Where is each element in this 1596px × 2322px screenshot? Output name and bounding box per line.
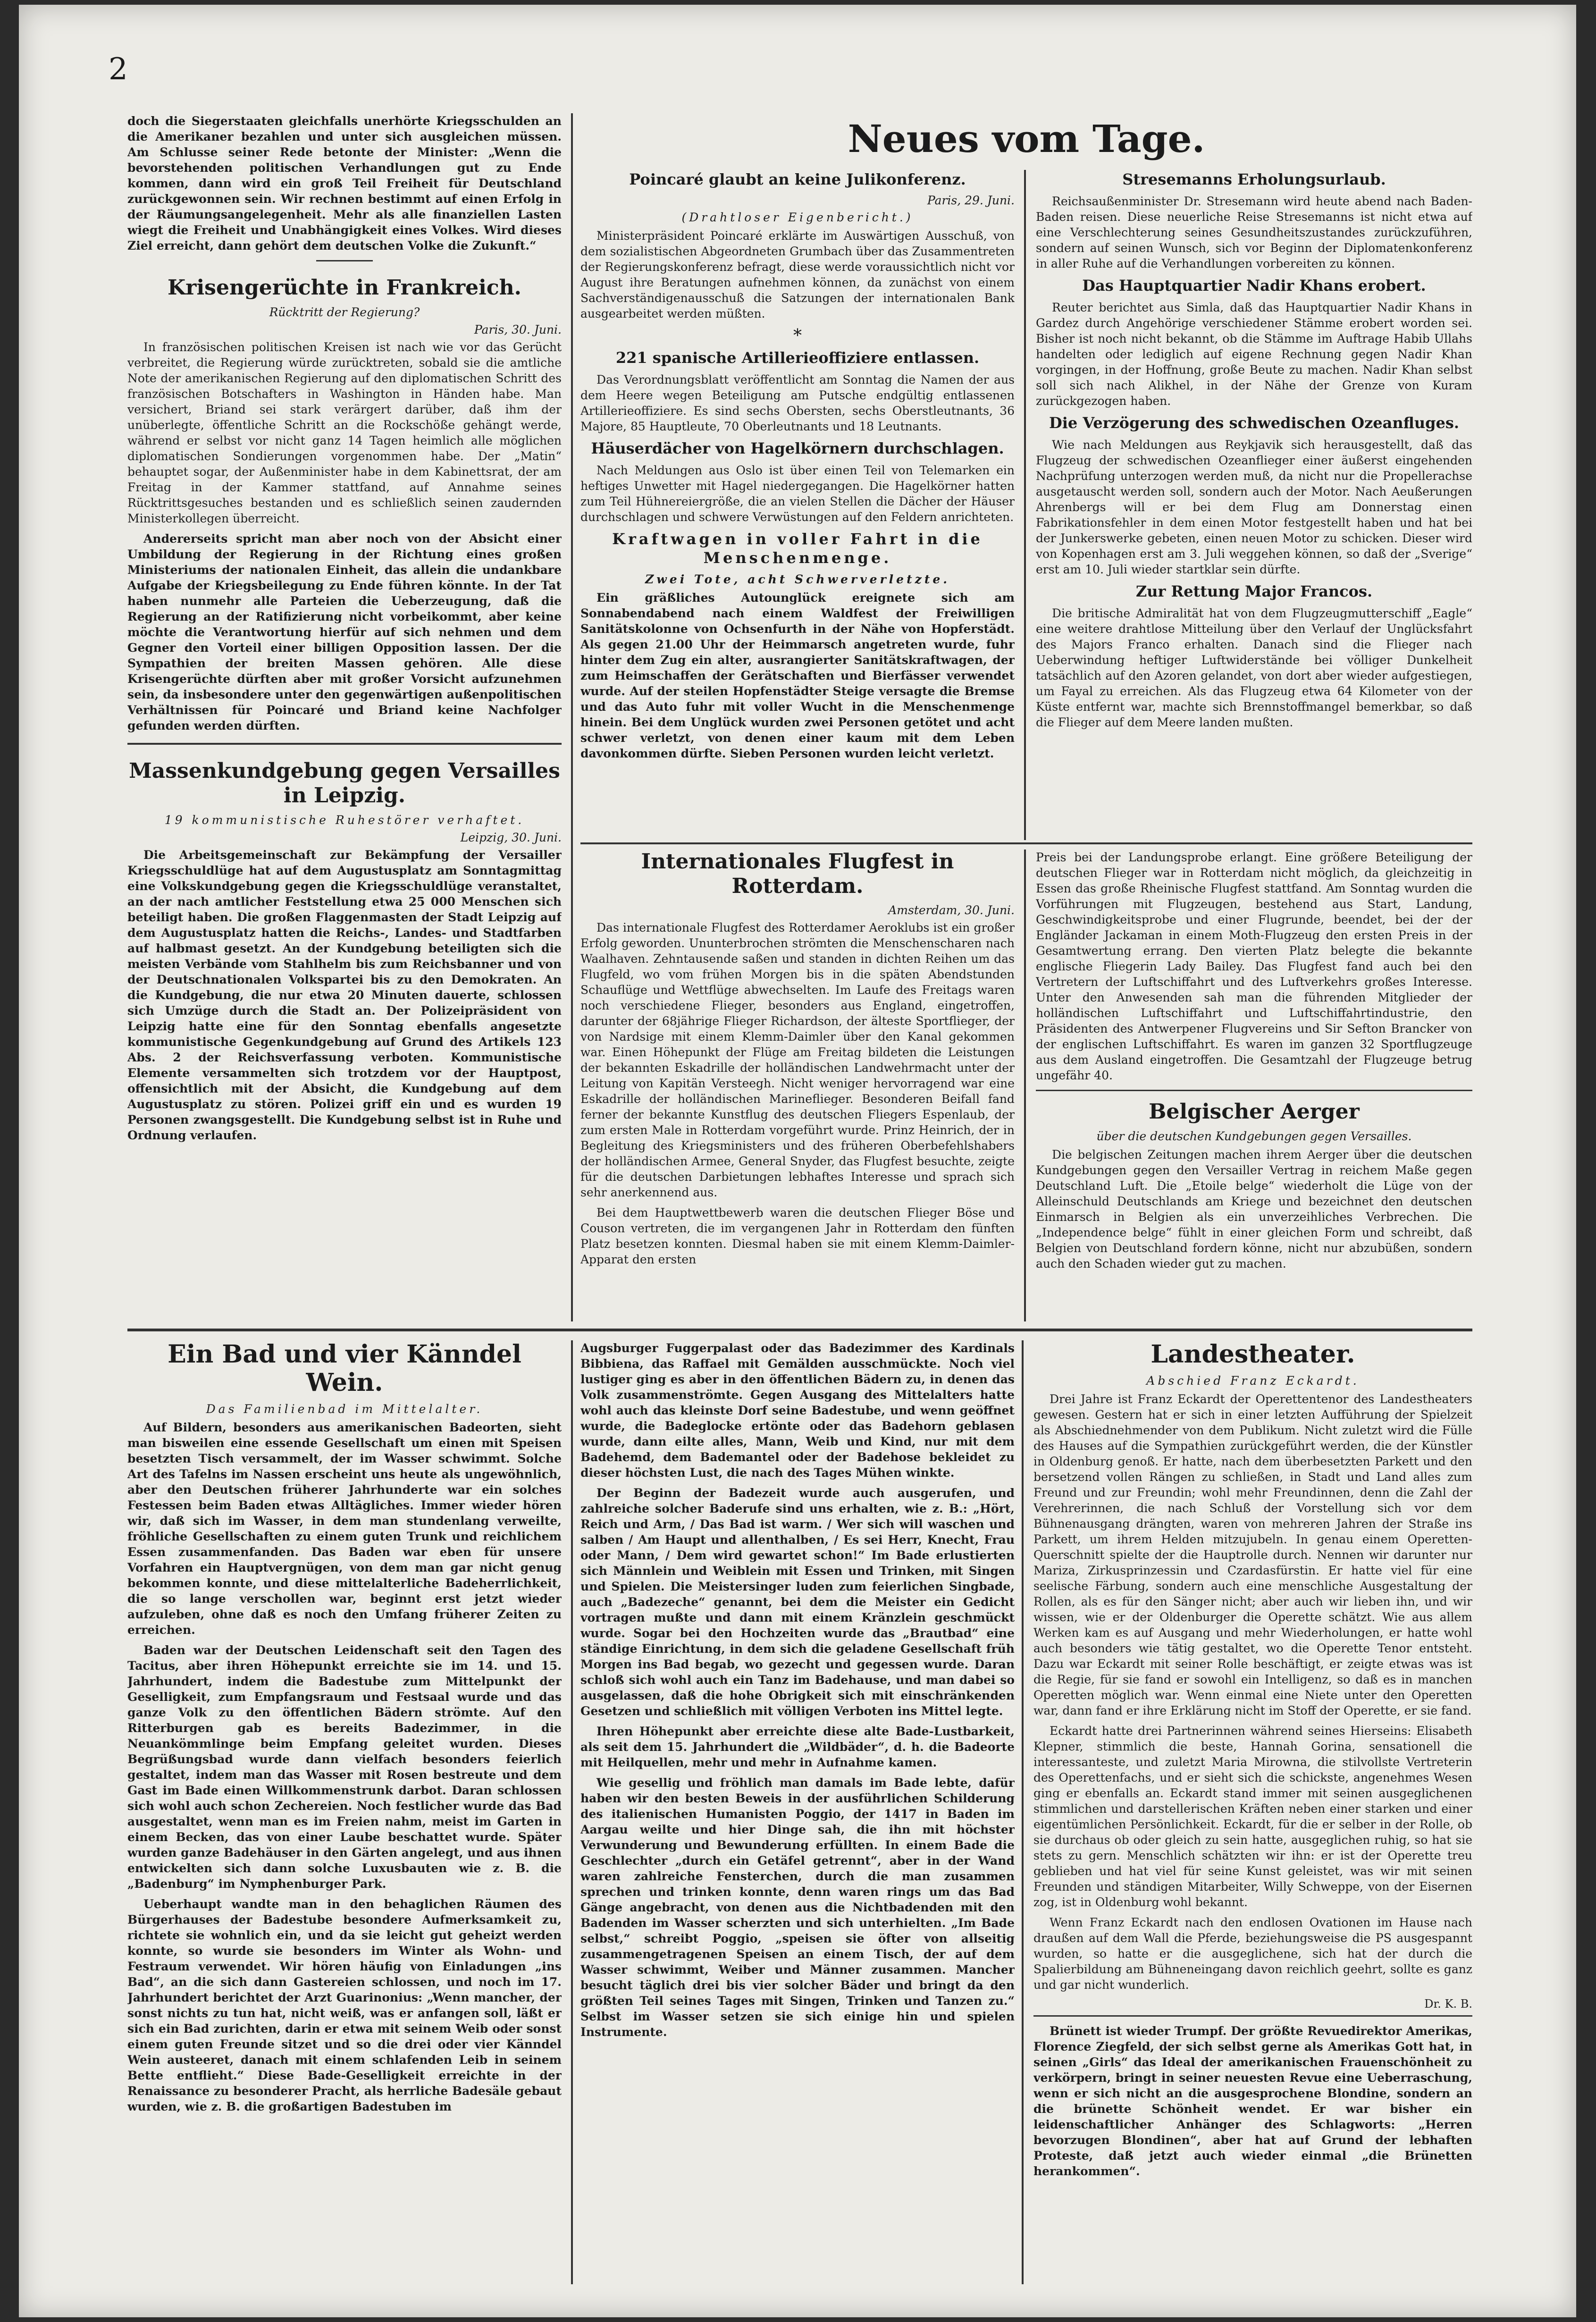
belg-title: Belgischer Aerger (1149, 1100, 1360, 1124)
theater-title: Landestheater. (1151, 1340, 1355, 1369)
krisen-subtitle: Rücktritt der Regierung? (269, 305, 420, 319)
bad-para: Wie gesellig und fröhlich man damals im Bade lebte, dafür haben wir den besten Beweis in der ausführlichen Schilderung des italienischen Humanisten Poggio, der 1417 in Baden im Aargau weilte und hier Dinge sah, die ihn mit höchster Verwunderung und Bewunderung erfüllten. In einem Bade die Geschlechter „durch ein Getäfel getrennt“, aber in der Wand waren zahlreiche Fensterchen, durch die man zusammen sprechen und trinken konnte, denn waren rings um das Bad Gänge angebracht, von denen aus die Nichtbadenden mit den Badenden im Wasser scherzten und sich unterhielten. „Im Bade selbst,“ schreibt Poggio, „speisen sie öfter von allseitig zusammengetragenen Speisen an einem Tisch, der auf dem Wasser schwimmt, Weiber und Männer zusammen. Mancher besucht täglich drei bis vier solcher Bäder und bringt da den größten Teil seines Tages mit Singen, Trinken und Tanzen zu.“ Selbst im Wasser setzen sie sich einige hin und spielen Instrumente. (580, 1776, 1015, 2039)
poincare-para: Ministerpräsident Poincaré erklärte im Auswärtigen Ausschuß, von dem sozialistischen Abgeordneten Grumbach über das Zusammentreten der Regierungskonferenz befragt, diese werde voraussichtlich nicht vor August ihre Beratungen aufnehmen können, da zunächst von einem Sachverständigenausschuß die Satzungen der internationalen Bank ausgearbeitet werden müßten. (580, 229, 1015, 320)
poincare-dateline: Paris, 29. Juni. (927, 194, 1015, 207)
author-signature: Dr. K. B. (1424, 1997, 1472, 2011)
bad-title: Ein Bad und vier Känndel Wein. (168, 1340, 521, 1397)
massen-para: Die Arbeitsgemeinschaft zur Bekämpfung der Versailler Kriegsschuldlüge hat auf dem Augustusplatz am Sonntagmittag eine Volkskundgebung gegen die Kriegsschuldlüge veranstaltet, an der nach amtlicher Feststellung etwa 25 000 Menschen sich beteiligt haben. Die großen Flaggenmasten der Stadt Leipzig auf dem Augustusplatz hatten die Reichs-, Landes- und Stadtfarben auf halbmast gesetzt. An der Kundgebung beteiligten sich die meisten Verbände vom Stahlhelm bis zum Reichsbanner und von der Deutschnationalen Volkspartei bis zu den Demokraten. An die Kundgebung, die nur etwa 20 Minuten dauerte, schlossen sich Umzüge durch die Stadt an. Der Polizeipräsident von Leipzig hatte eine für den Sonntag ebenfalls angesetzte kommunistische Gegenkundgebung auf Grund des Artikels 123 Abs. 2 der Reichsverfassung verboten. Kommunistische Elemente versammelten sich trotzdem vor der Hauptpost, offensichtlich mit der Absicht, die Kundgebung auf dem Augustusplatz zu stören. Polizei griff ein und es wurden 19 Personen zwangsgestellt. Die Kundgebung selbst ist in Ruhe und Ordnung verlaufen. (127, 848, 562, 1142)
franco-title: Zur Rettung Major Francos. (1135, 582, 1373, 600)
theater-para: Eckardt hatte drei Partnerinnen während seines Hierseins: Elisabeth Klepner, stimmlich die beste, Hannah Gorina, sensationell die interessanteste, und zuletzt Maria Mirowna, die stilvollste Vertreterin des Operettenfachs, und er sieht sich die schickste, angenehmes Wesen ging er ebenfalls an. Eckardt stand immer mit seinen ausgeglichenen stimmlichen und darstellerischen Kräften neben einer starken und einer eigentümlichen Persönlichkeit. Eckardt, für die er selber in der Rolle, ob sie durchaus ob oder gleich zu sein hatte, ausgeglichen ruhig, so hat sie stets zu gern. Menschlich schätzten wir ihn: er ist der Operette treu geblieben und hat viel für seine Kunst geleistet, was wir mit seinen Freunden und ständigen Mitarbeiter, Willy Schweppe, von der Eisernen zog, ist in Oldenburg wohl bekannt. (1033, 1724, 1472, 1909)
theater-para: Drei Jahre ist Franz Eckardt der Operettentenor des Landestheaters gewesen. Gestern hat er sich in einer letzten Aufführung der Spielzeit als Abschiednehmender von dem Publikum. Nicht zuletzt wird die Fülle des Hauses auf die Sympathien zurückgeführt werden, die der Künstler in Oldenburg genoß. Er hatte, nach dem überbesetzten Parkett und den bersetzend vollen Rängen zu schließen, in Stadt und Land alles zum Freund und zur Freundin; wohl mehr Freundinnen, denn die Zahl der Verehrerinnen, die nach Schluß der Vorstellung sich vor dem Bühnenausgang drängten, waren von mehreren Jahren der Straße ins Parkett, um ihrem Helden mitzujubeln. In genau einem Operetten-Querschnitt spielte der die Hauptrolle durch. Nennen wir darunter nur Mariza, Zirkusprinzessin und Czardasfürstin. Er hatte viel für eine seelische Färbung, sondern auch eine menschliche Ausgestaltung der Rollen, als es für den Sänger nicht; aber auch wir lieben ihn, und wir wissen, wie er der Oldenburger die Operette schätzt. Wie aus allem Werken kam es auf Ausgang und mehr Wiederholungen, er hatte wohl auch besonders wie tätig gestaltet, wo die Operette Tenor entsteht. Dazu war Eckardt mit seiner Rolle beschäftigt, er zeigte etwas was ist die Regie, für sie fand er sowohl ein Intelligenz, so daß es in manchen Operetten möglich war. Wenn einmal eine Niete unter den Operetten war, dann fand er ihre Erklärung nicht im Stoff der Operette, er sie fand. (1033, 1392, 1472, 1717)
column-rule (1022, 1340, 1024, 2284)
divider (1033, 2015, 1472, 2017)
section-neues-vom-tage (580, 113, 1472, 840)
stresemann-para: Reichsaußenminister Dr. Stresemann wird heute abend nach Baden-Baden reisen. Diese neuerliche Reise Stresemanns ist nicht etwa auf eine Verschlechterung seines Gesundheitszustandes zurückzuführen, sondern auf seinen Wunsch, sich vor Beginn der Diplomatenkonferenz in aller Ruhe auf die Verhandlungen vorbereiten zu können. (1036, 194, 1472, 270)
theater-subtitle: Abschied Franz Eckardt. (1146, 1374, 1360, 1388)
flugfest-title: Internationales Flugfest in Rotterdam. (641, 850, 954, 898)
poincare-title: Poincaré glaubt an keine Julikonferenz. (629, 170, 966, 188)
hagel-title: Häuserdächer von Hagelkörnern durchschlagen. (591, 439, 1004, 457)
kraft-para: Ein gräßliches Autounglück ereignete sich am Sonnabendabend nach einem Waldfest der Freiwilligen Sanitätskolonne von Ochsenfurth in der Nähe von Hopferstädt. Als gegen 21.00 Uhr der Heimmarsch angetreten wurde, fuhr hinter dem Zug ein alter, ausrangierter Sanitätskraftwagen, der zum Heimschaffen der Gerätschaften und Bierfässer verwendet wurde. Auf der steilen Hopfenstädter Steige versagte die Bremse und das Auto fuhr mit voller Wucht in die Menschenmenge hinein. Bei dem Unglück wurden zwei Personen getötet und acht schwer verletzt, von denen einer kaum mit dem Leben davonkommen dürfte. Sieben Personen wurden leicht verletzt. (580, 591, 1015, 760)
krisen-title: Krisengerüchte in Frankreich. (168, 276, 521, 300)
poincare-sub: (Drahtloser Eigenbericht.) (681, 210, 914, 224)
column-rule (1024, 170, 1026, 840)
belg-subtitle: über die deutschen Kundgebungen gegen Versailles. (1096, 1129, 1412, 1143)
column-rule (571, 1340, 573, 2284)
bad-subtitle: Das Familienbad im Mittelalter. (206, 1402, 483, 1416)
ozean-para: Wie nach Meldungen aus Reykjavik sich herausgestellt, daß das Flugzeug der schwedischen Ozeanflieger einer äußerst eingehenden Nachprüfung unterzogen werden muß, da nicht nur die Propellerachse ausgetauscht werden soll, sondern auch der Motor. Nach Aeußerungen Ahrenbergs will er bei dem Flug am Donnerstag einen Fabrikationsfehler in dem einen Motor festgestellt haben und hat bei der Junkerswerke gebeten, einen neuen Motor zu schicken. Dieser wird von Kopenhagen erst am 3. Juli weggehen können, so daß der „Sverige“ erst am 10. Juli wieder startklar sein dürfte. (1036, 438, 1472, 576)
bad-para: Der Beginn der Badezeit wurde auch ausgerufen, und zahlreiche solcher Baderufe sind uns erhalten, wie z. B.: „Hört, Reich und Arm, / Das Bad ist warm. / Wer sich will waschen und salben / Am Haupt und allenthalben, / Es sei Herr, Knecht, Frau oder Mann, / Dem wird gewartet schon!“ Im Bade erlustierten sich Männlein und Weiblein mit Essen und Trinken, mit Singen und Spielen. Die Meistersinger luden zum feierlichen Singbade, auch „Badezeche“ genannt, bei dem die Meister ein Gedicht vortragen mußte und dann mit einem Kränzlein geschmückt wurde. Sogar bei den Hochzeiten wurde das „Brautbad“ eine ständige Einrichtung, in dem sich die geladene Gesellschaft früh Morgen ins Bad begab, wo gezecht und gegessen wurde. Daran schloß sich wohl auch ein Tanz im Badehause, und man dabei so ausgelassen, daß die hohe Obrigkeit sich mit einschränkenden Gesetzen und schließlich mit völligen Verboten ins Mittel legte. (580, 1486, 1015, 1718)
krisen-dateline: Paris, 30. Juni. (474, 323, 562, 337)
hagel-para: Nach Meldungen aus Oslo ist über einen Teil von Telemarken ein heftiges Unwetter mit Hagel niedergegangen. Die Hagelkörner hatten zum Teil Hühnereiergröße, die an vielen Stellen die Dächer der Häuser durchschlagen und schwere Verwüstungen auf den Feldern anrichteten. (580, 463, 1015, 524)
divider (127, 743, 562, 745)
kraft-subtitle: Zwei Tote, acht Schwerverletzte. (645, 572, 950, 586)
column-rule (1024, 850, 1026, 1321)
massen-dateline: Leipzig, 30. Juni. (460, 831, 562, 844)
divider (1036, 1090, 1472, 1091)
bad-para: Ueberhaupt wandte man in den behaglichen Räumen des Bürgerhauses der Badestube besondere Aufmerksamkeit zu, richtete sie wohnlich ein, und da sie leicht gut geheizt werden konnte, so wurde sie besonders im Winter als Wohn- und Festraum verwendet. Wir hören häufig von Einladungen „ins Bad“, an die sich dann Gastereien schlossen, und noch im 17. Jahrhundert berichtet der Arzt Guarinonius: „Wenn mancher, der sonst nichts zu tun hat, nicht weiß, was er anfangen soll, läßt er sich ein Bad zurichten, darin er etwa mit seinem Weib oder sonst einem guten Freunde sitzet und so die drei oder vier Känndel Wein austeeret, danach mit einem schlafenden Leib in seinem Bette entflieht.“ Diese Bade-Geselligkeit erreichte in der Renaissance zu besonderer Pracht, als herrliche Badesäle gebaut wurden, wie z. B. die großartigen Badestuben im (127, 1897, 562, 2113)
column-politics (127, 113, 562, 1321)
article-flugfest (580, 850, 1472, 1321)
kraft-title: Kraftwagen in voller Fahrt in die Menschenmenge. (612, 530, 983, 567)
newspaper-page (19, 5, 1576, 2317)
spanien-title: 221 spanische Artillerieoffiziere entlassen. (615, 349, 980, 367)
nadir-title: Das Hauptquartier Nadir Khans erobert. (1082, 277, 1426, 294)
section-masthead: Neues vom Tage. (848, 117, 1205, 161)
bad-para: Auf Bildern, besonders aus amerikanischen Badeorten, sieht man bisweilen eine essende Gesellschaft um einen mit Speisen besetzten Tisch versammelt, der im Wasser schwimmt. Solche Art des Tafelns im Nassen erscheint uns heute als ungewöhnlich, aber den Deutschen früherer Jahrhunderte war ein solches Festessen beim Baden etwas Alltägliches. Immer wieder hören wir, daß sich im Wasser, in dem man stundenlang verweilte, fröhliche Gesellschaften zu einem guten Trunk und reichlichem Essen zusammenfanden. Das Baden war eben für unsere Vorfahren ein Hauptvergnügen, von dem man gar nicht genug bekommen konnte, und diese mittelalterliche Badeherrlichkeit, die so lange verschollen war, beginnt erst jetzt wieder aufzuleben, ohne daß es noch den Umfang früherer Zeiten zu erreichen. (127, 1421, 562, 1637)
massen-subtitle: 19 kommunistische Ruhestörer verhaftet. (164, 813, 525, 827)
article-continuation: doch die Siegerstaaten gleichfalls unerhörte Kriegsschulden an die Amerikaner bezahlen und unter sich ausgleichen müssen. Am Schlusse seiner Rede betonte der Minister: „Wenn die bevorstehenden politischen Verhandlungen gut zu Ende kommen, dann wird ein groß Teil Freiheit für Deutschland zurückgewonnen sein. Wir rechnen bestimmt auf einen Erfolg in der Räumungsangelegenheit. Mehr als alle finanziellen Lasten wiegt die Freiheit und Unabhängigkeit eines Volkes. Wird dieses Ziel erreicht, dann gehört dem deutschen Volke die Zukunft.“ (127, 114, 562, 252)
flugfest-para: Das internationale Flugfest des Rotterdamer Aeroklubs ist ein großer Erfolg geworden. Ununterbrochen strömten die Menschenscharen nach Waalhaven. Zehntausende saßen und standen in dichten Reihen um das Flugfeld, wo vom frühen Morgen bis in die späten Abendstunden Schauflüge und Wettflüge abwechselten. Im Laufe des Freitags waren noch verschiedene Flieger, besonders aus England, eingetroffen, darunter der 68jährige Flieger Richardson, der älteste Sportflieger, der von Nardsige mit einem Klemm-Daimler über den Kanal gekommen war. Einen Höhepunkt der Flüge am Freitag bildeten die Leistungen der bekannten Eskadrille der holländischen Landwehrmacht unter der Leitung von Kapitän Versteegh. Nicht weniger hervorragend war eine Eskadrille der holländischen Marineflieger. Besonderen Beifall fand ferner der bekannte Kunstflug des deutschen Fliegers Espenlaub, der zum ersten Male in Rotterdam vorgeführt wurde. Prinz Heinrich, der in Begleitung des Kriegsministers und des früheren Oberbefehlshabers der holländischen Armee, General Snyder, das Flugfest besuchte, zeigte für die deutschen Darbietungen lebhaftes Interesse und sprach sich sehr anerkennend aus. (580, 921, 1015, 1199)
divider (127, 1329, 1472, 1331)
nadir-para: Reuter berichtet aus Simla, daß das Hauptquartier Nadir Khans in Gardez durch Angehörige verschiedener Stämme erobert worden sei. Bisher ist noch nicht bekannt, ob die Stämme im Auftrage Habib Ullahs handelten oder lediglich auf eigene Rechnung gegen Nadir Khan vorgingen, in der Hoffnung, große Beute zu machen. Nadir Khan selbst soll sich nach Alikhel, in der Nähe der Grenze von Kuram zurückgezogen haben. (1036, 301, 1472, 408)
neues-left (580, 170, 1015, 840)
flugfest-dateline: Amsterdam, 30. Juni. (888, 903, 1015, 917)
massen-title: Massenkundgebung gegen Versailles in Leipzig. (129, 759, 560, 808)
spanien-para: Das Verordnungsblatt veröffentlicht am Sonntag die Namen der aus dem Heere wegen Beteiligung am Putsche endgültig entlassenen Artillerieoffiziere. Es sind sechs Obersten, sechs Oberstleutnants, 36 Majore, 85 Hauptleute, 70 Oberleutnants und 18 Leutnants. (580, 373, 1015, 433)
flugfest-para: Preis bei der Landungsprobe erlangt. Eine größere Beteiligung der deutschen Flieger war in Rotterdam nicht möglich, da gleichzeitig in Essen das große Rheinische Flugfest stattfand. Am Sonntag wurden die Vorführungen mit Flugzeugen, bestehend aus Start, Landung, Geschwindigkeitsprobe und einer Flugrunde, beendet, bei der der Engländer Jackaman in einem Moth-Flugzeug den ersten Preis in der Gesamtwertung errang. Den vierten Platz belegte die bekannte englische Fliegerin Lady Bailey. Das Flugfest fand auch bei den Vertretern der Luftschiffahrt und des Luftverkehrs großes Interesse. Unter den Anwesenden sah man die führenden Mitglieder der holländischen Luftschiffahrt und Luftschiffahrtindustrie, den Präsidenten des Antwerpener Flugvereins und Sir Sefton Brancker von der englischen Luftschiffahrt. Es waren im ganzen 32 Sportflugzeuge aus dem Ausland eingetroffen. Die Gesamtzahl der Flugzeuge betrug ungefähr 40. (1036, 850, 1472, 1082)
flugfest-para: Bei dem Hauptwettbewerb waren die deutschen Flieger Böse und Couson vertreten, die im vergangenen Jahr in Rotterdam den fünften Platz besetzen konnten. Diesmal haben sie mit einem Klemm-Daimler-Apparat den ersten (580, 1206, 1015, 1266)
article-landestheater (1033, 1340, 1472, 2284)
divider (580, 842, 1472, 844)
theater-para: Wenn Franz Eckardt nach den endlosen Ovationen im Hause nach draußen auf dem Wall die Pferde, beziehungsweise die PS ausgespannt wurden, so hatte er die ausgeglichene, sich hat der durch die Spalierbildung am Bühneneingang davon reichlich geehrt, sollte es ganz und gar nicht wunderlich. (1033, 1916, 1472, 1992)
bad-para: Augsburger Fuggerpalast oder das Badezimmer des Kardinals Bibbiena, das Raffael mit Gemälden ausschmückte. Noch viel lustiger ging es aber in den öffentlichen Bädern zu, in denen das Volk zusammenströmte. Gegen Ausgang des Mittelalters hatte wohl auch das kleinste Dorf seine Badestube, und wenn geöffnet wurde, die Badeglocke ertönte oder das Badehorn geblasen wurde, dann eilte alles, Mann, Weib und Kind, nur mit dem Badehemd, dem Bademantel oder der Badehose bekleidet zu dieser höchsten Lust, die nach des Tages Mühen winkte. (580, 1341, 1015, 1480)
stresemann-title: Stresemanns Erholungsurlaub. (1122, 170, 1386, 188)
trumpf-para: Brünett ist wieder Trumpf. Der größte Revuedirektor Amerikas, Florence Ziegfeld, der sich selbst gerne als Amerikas Gott hat, in seinen „Girls“ das Ideal der amerikanischen Frauenschönheit zu verkörpern, bringt in seiner neuesten Revue eine Ueberraschung, wenn er sich nicht an die ausgesprochene Blondine, sondern an die brünette Schönheit wendet. Er war bisher ein leidenschaftlicher Anhänger des Schlagworts: „Herren bevorzugen Blondinen“, aber hat auf Grund der lebhaften Proteste, daß jetzt auch wieder einmal „die Brünetten herankommen“. (1033, 2024, 1472, 2178)
krisen-para: In französischen politischen Kreisen ist nach wie vor das Gerücht verbreitet, die Regierung würde zurücktreten, sobald sie die amtliche Note der amerikanischen Regierung auf den diplomatischen Schritt des französischen Botschafters in Washington in Händen habe. Man versichert, Briand sei stark verärgert darüber, daß ihm der unüberlegte, öffentliche Schritt an die Rockschöße gehängt werde, während er selbst vor nicht ganz 14 Tagen heimlich alle möglichen diplomatischen Sondierungen vorgenommen habe. Der „Matin“ behauptet sogar, der Außenminister habe in dem Kabinettsrat, der am Freitag in der Kammer stattfand, auf Annahme seines Rücktrittsgesuches bestanden und es schließlich seinen zaudernden Ministerkollegen überreicht. (127, 340, 562, 525)
krisen-para: Andererseits spricht man aber noch von der Absicht einer Umbildung der Regierung in der Richtung eines großen Ministeriums der nationalen Einheit, das allein die undankbare Aufgabe der Kriegsbeilegung zu Ende führen könnte. In der Tat haben nunmehr alle Parteien die Ueberzeugung, daß die Regierung an der Ratifizierung nicht vorbeikommt, aber keine möchte die Verantwortung hierfür auf sich nehmen und dem Gegner den Vorteil einer billigen Opposition lassen. Der die Sympathien der breiten Massen gehören. Alle diese Krisengerüchte dürften aber mit großer Vorsicht aufzunehmen sein, da insbesondere unter den gegenwärtigen außenpolitischen Verhältnissen für Poincaré und Briand keine Nachfolger gefunden werden dürften. (127, 532, 562, 732)
bad-para: Ihren Höhepunkt aber erreichte diese alte Bade-Lustbarkeit, als seit dem 15. Jahrhundert die „Wildbäder“, d. h. die Badeorte mit Heilquellen, mehr und mehr in Aufnahme kamen. (580, 1725, 1015, 1769)
divider (316, 260, 373, 261)
page-number: 2 (109, 52, 128, 87)
franco-para: Die britische Admiralität hat von dem Flugzeugmutterschiff „Eagle“ eine weitere drahtlose Mitteilung über den Verlauf der Unglücksfahrt des Majors Franco erhalten. Danach sind die Flieger nach Ueberwindung heftiger Luftwiderstände bei völliger Dunkelheit tatsächlich auf den Azoren gelandet, von dort aber wieder aufgestiegen, um Fayal zu erreichen. Als das Flugzeug etwa 64 Kilometer von der Küste entfernt war, machte sich Brennstoffmangel bemerkbar, so daß die Flieger auf dem Meere landen mußten. (1036, 606, 1472, 729)
column-rule (571, 113, 573, 1321)
article-bad (127, 1340, 1015, 2284)
ozean-title: Die Verzögerung des schwedischen Ozeanfluges. (1049, 414, 1460, 432)
bad-para: Baden war der Deutschen Leidenschaft seit den Tagen des Tacitus, aber ihren Höhepunkt erreichte sie im 14. und 15. Jahrhundert, indem die Badestube zum Mittelpunkt der Geselligkeit, zum Empfangsraum und Festsaal wurde und das ganze Volk zu den öffentlichen Bädern strömte. Auf den Ritterburgen gab es bereits Badezimmer, in die Neuankömmlinge beim Empfang geleitet wurden. Dieses Begrüßungsbad wurde dann vielfach besonders feierlich gestaltet, indem man das Wasser mit Rosen bestreute und dem Gast im Bade einen Willkommenstrunk darbot. Daran schlossen sich wohl auch schon Zechereien. Noch festlicher wurde das Bad ausgestaltet, wenn man es im Freien nahm, meist im Garten in einem Becken, das von einer Laube beschattet wurde. Später wurden ganze Badehäuser in den Gärten angelegt, und aus ihnen entwickelten sich dann solche Luxusbauten wie z. B. die „Badenburg“ im Nymphenburger Park. (127, 1643, 562, 1891)
neues-right (1036, 170, 1472, 840)
belg-para: Die belgischen Zeitungen machen ihrem Aerger über die deutschen Kundgebungen gegen den Versailler Vertrag in reichem Maße gegen Deutschland Luft. Die „Etoile belge“ wiederholt die Lüge von der Alleinschuld Deutschlands am Kriege und bezeichnet den deutschen Einmarsch in Belgien als ein unverzeihliches Verbrechen. Die „Independence belge“ fühlt in einer gleichen Form und schreibt, daß Belgien von Deutschland fordern könne, nicht nur abzubüßen, sondern auch den Schaden wieder gut zu machen. (1036, 1148, 1472, 1270)
separator-star: * (793, 326, 802, 345)
